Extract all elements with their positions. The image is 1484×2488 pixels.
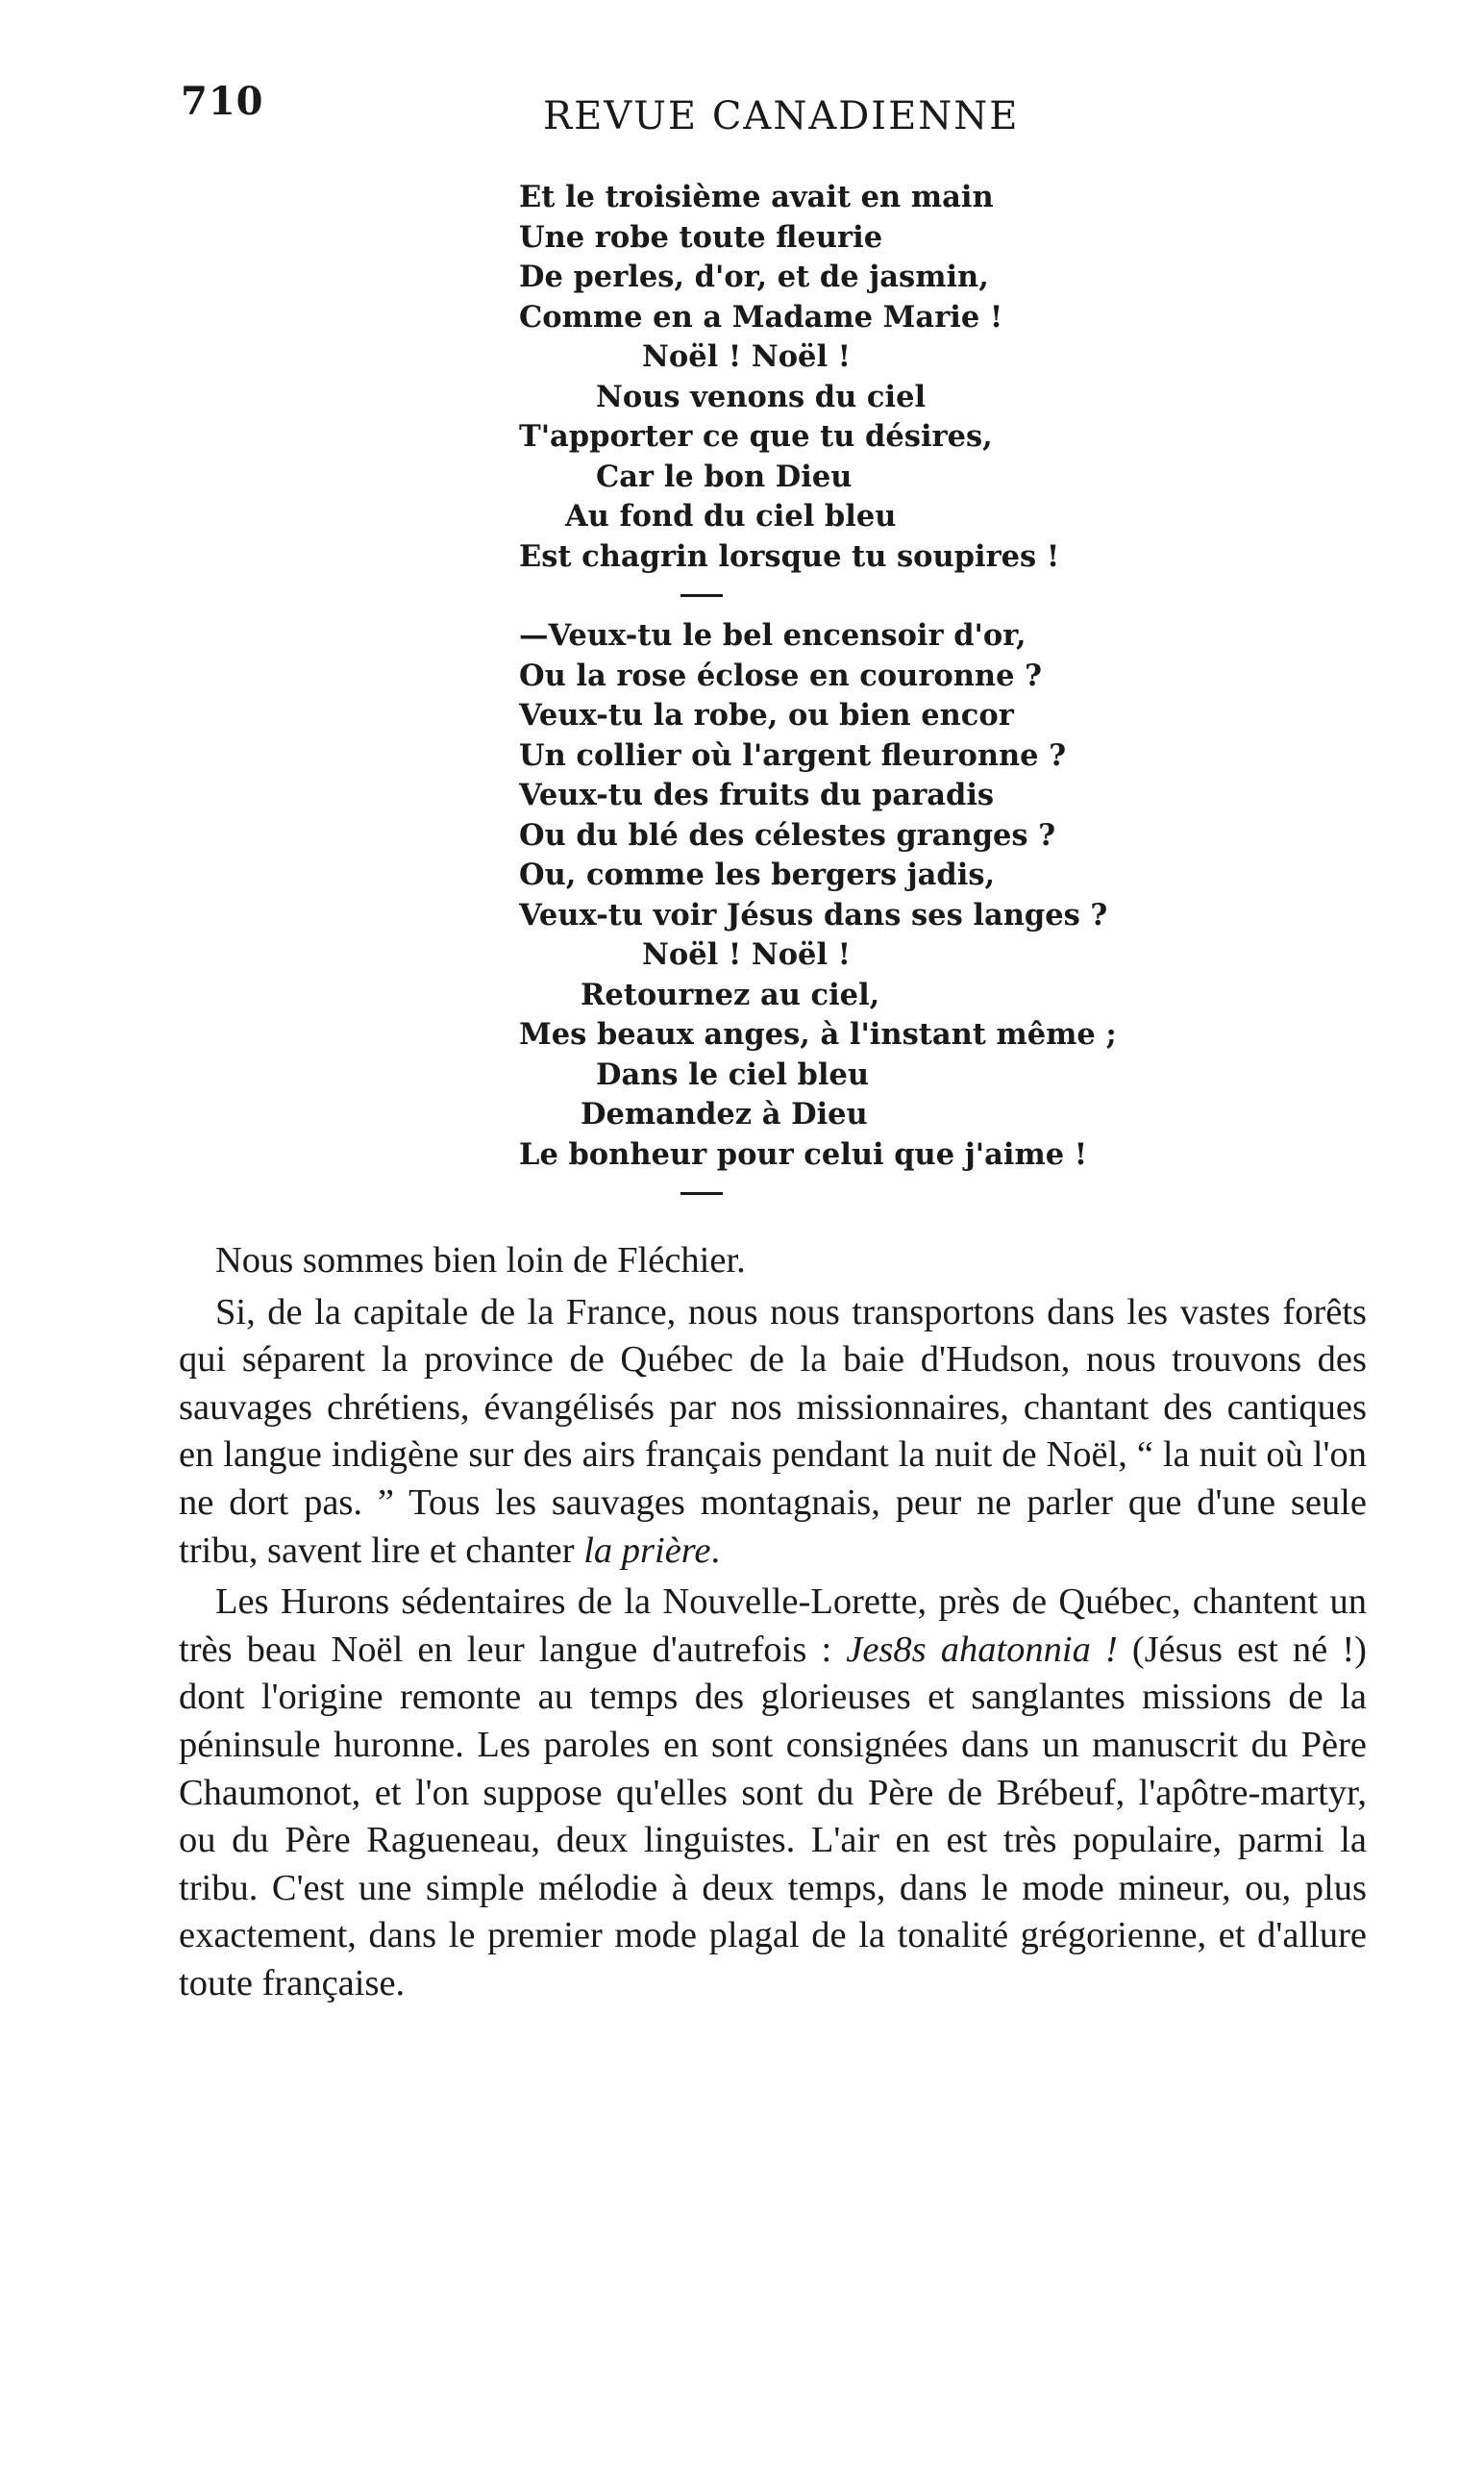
poem-line: Ou la rose éclose en couronne ? [519,658,1042,693]
poem-line: Nous venons du ciel [596,379,927,414]
poem-line: Une robe toute fleurie [519,219,883,255]
italic-huron-title: Jes8s ahatonnia ! [846,1629,1118,1670]
poem-line: Ou, comme les bergers jadis, [519,858,996,892]
stanza-divider [680,594,723,597]
poem-line: Est chagrin lorsque tu soupires ! [519,538,1060,574]
poem-line: Demandez à Dieu [581,1097,868,1132]
paragraph-end: . [710,1530,721,1571]
paragraph-text: (Jésus est né !) dont l'origine remonte au temps des glorieuses et sanglantes missions de la péninsule huronne. Les paroles en sont consignées dans un manuscrit du Père Chaumonot, et l'on suppose qu'elles sont du Père de Brébeuf, l'apôtre-martyr, ou du Père Ragueneau, deux linguistes. L'air en est très populaire, parmi la tribu. C'est une simple mélodie à deux temps, dans le mode mineur, ou, plus exactement, dans le premier mode plagal de la tonalité grégorienne, et d'allure toute française. [179,1629,1368,2003]
poem-line: Retournez au ciel, [581,977,880,1012]
poem-line: Ou du blé des célestes granges ? [519,817,1056,853]
poem-line: Comme en a Madame Marie ! [519,299,1003,335]
paragraph-text: Si, de la capitale de la France, nous nous transportons dans les vastes forêts qui séparent la province de Québec de la baie d'Hudson, nous trouvons des sauvages chrétiens, évangélisés par nos missionnaires, chantant des cantiques en langue indigène sur des airs français pendant la nuit de Noël, “ la nuit où l'on ne dort pas. ” Tous les sauvages montagnais, peur ne parler que d'une seule tribu, savent lire et chanter [179,1291,1367,1571]
paragraph-text: Les Hurons sédentaires de la Nouvelle-Lorette, près de Québec, chantent un très beau Noël en leur langue d'autrefois : [179,1581,1367,1670]
body-text [179,1237,1367,2018]
poem-line: Le bonheur pour celui que j'aime ! [519,1136,1088,1172]
poem-stanza-2 [519,616,1192,1175]
poem [519,178,1192,1214]
poem-line: Et le troisième avait en main [519,180,994,214]
poem-end-divider [680,1192,723,1195]
poem-line: Dans le ciel bleu [596,1057,870,1092]
poem-line: Veux-tu la robe, ou bien encor [519,698,1014,733]
poem-line: Car le bon Dieu [596,459,853,494]
poem-line: Au fond du ciel bleu [565,499,897,534]
poem-stanza-1 [519,178,1192,577]
paragraph-1 [179,1237,1367,1285]
poem-refrain-line: Noël ! Noël ! [642,937,852,972]
poem-line: De perles, d'or, et de jasmin, [519,260,989,294]
poem-refrain-line: Noël ! Noël ! [642,339,852,374]
italic-term: la prière [583,1530,711,1571]
paragraph-3 [179,1579,1367,2007]
running-head: REVUE CANADIENNE [543,94,1020,138]
poem-line: Veux-tu des fruits du paradis [519,778,995,812]
poem-line: —Veux-tu le bel encensoir d'or, [519,618,1026,653]
poem-line: T'apporter ce que tu désires, [519,419,993,454]
page-number: 710 [181,79,264,124]
paragraph-text: Nous sommes bien loin de Fléchier. [215,1240,746,1281]
paragraph-2 [179,1289,1367,1576]
poem-line: Mes beaux anges, à l'instant même ; [519,1017,1117,1052]
poem-line: Veux-tu voir Jésus dans ses langes ? [519,897,1108,933]
poem-line: Un collier où l'argent fleuronne ? [519,737,1067,773]
